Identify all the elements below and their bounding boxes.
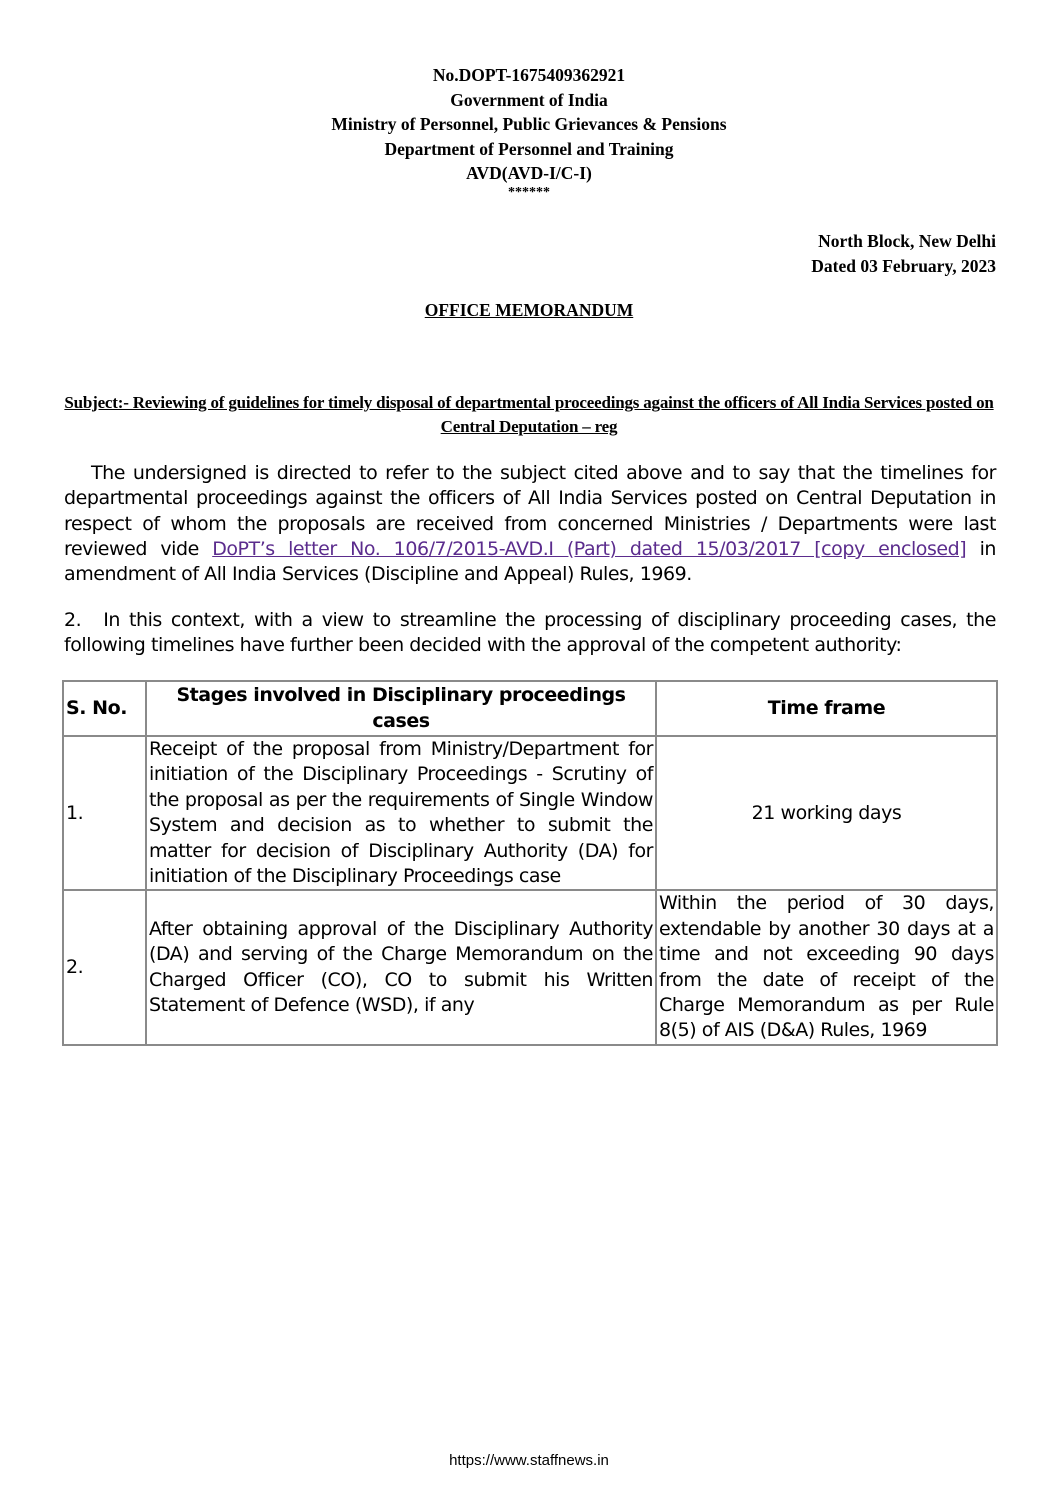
table-header-row xyxy=(63,681,997,736)
document-title: OFFICE MEMORANDUM xyxy=(424,300,634,320)
government-name: Government of India xyxy=(450,89,608,110)
footer-url[interactable]: https://www.staffnews.in xyxy=(449,1452,609,1469)
header-stages: Stages involved in Disciplinary proceedings cases xyxy=(146,681,656,736)
paragraph-1-text-a: The undersigned is directed to refer to the subject cited above and to say that the timelines for departmental proceedings against the officers of All India Services posted on Central Deputation in respect of whom the proposals are received from concerned Ministries / Departments were last reviewed vide xyxy=(64,462,996,560)
table-row xyxy=(63,890,997,1044)
reference-letter-link[interactable]: DoPT’s letter No. 106/7/2015-AVD.I (Part) dated 15/03/2017 [copy enclosed] xyxy=(212,537,967,560)
section-name: AVD(AVD-I/C-I) xyxy=(466,163,592,183)
row-timeframe: 21 working days xyxy=(656,736,997,890)
place-and-date xyxy=(811,229,996,279)
separator-stars: ****** xyxy=(508,184,550,200)
ministry-name: Ministry of Personnel, Public Grievances & Pensions xyxy=(331,114,727,134)
paragraph-2 xyxy=(64,608,996,659)
letterhead xyxy=(0,63,1058,200)
row-sno: 2. xyxy=(63,890,146,1044)
row-stage: Receipt of the proposal from Ministry/Department for initiation of the Disciplinary Proceedings - Scrutiny of the proposal as per the requirements of Single Window System and decision as to whether to submit the matter for decision of Disciplinary Authority (DA) for initiation of the Disciplinary Proceedings case xyxy=(146,736,656,890)
paragraph-1-text-b: in amendment of All India Services (Discipline and Appeal) Rules, 1969. xyxy=(64,537,996,586)
table-row xyxy=(63,736,997,890)
row-timeframe: Within the period of 30 days, extendable by another 30 days at a time and not exceeding 90 days from the date of receipt of the Charge Memorandum as per Rule 8(5) of AIS (D&A) Rules, 1969 xyxy=(656,890,997,1044)
date: Dated 03 February, 2023 xyxy=(811,256,996,276)
header-sno: S. No. xyxy=(63,681,146,736)
row-sno: 1. xyxy=(63,736,146,890)
subject-line: Subject:- Reviewing of guidelines for timely disposal of departmental proceedings against the officers of All India Services posted on Central Deputation – reg xyxy=(64,393,994,436)
paragraph-2-text: In this context, with a view to streamline the processing of disciplinary proceeding cases, the following timelines have further been decided with the approval of the competent authority: xyxy=(64,609,996,657)
row-stage: After obtaining approval of the Disciplinary Authority (DA) and serving of the Charge Memorandum on the Charged Officer (CO), CO to submit his Written Statement of Defence (WSD), if any xyxy=(146,890,656,1044)
paragraph-1 xyxy=(64,461,996,587)
paragraph-2-number: 2. xyxy=(64,609,82,631)
memo-number: No.DOPT-1675409362921 xyxy=(432,65,626,85)
department-name: Department of Personnel and Training xyxy=(384,138,674,159)
location: North Block, New Delhi xyxy=(818,231,996,251)
timelines-table xyxy=(62,680,998,1046)
header-timeframe: Time frame xyxy=(656,681,997,736)
